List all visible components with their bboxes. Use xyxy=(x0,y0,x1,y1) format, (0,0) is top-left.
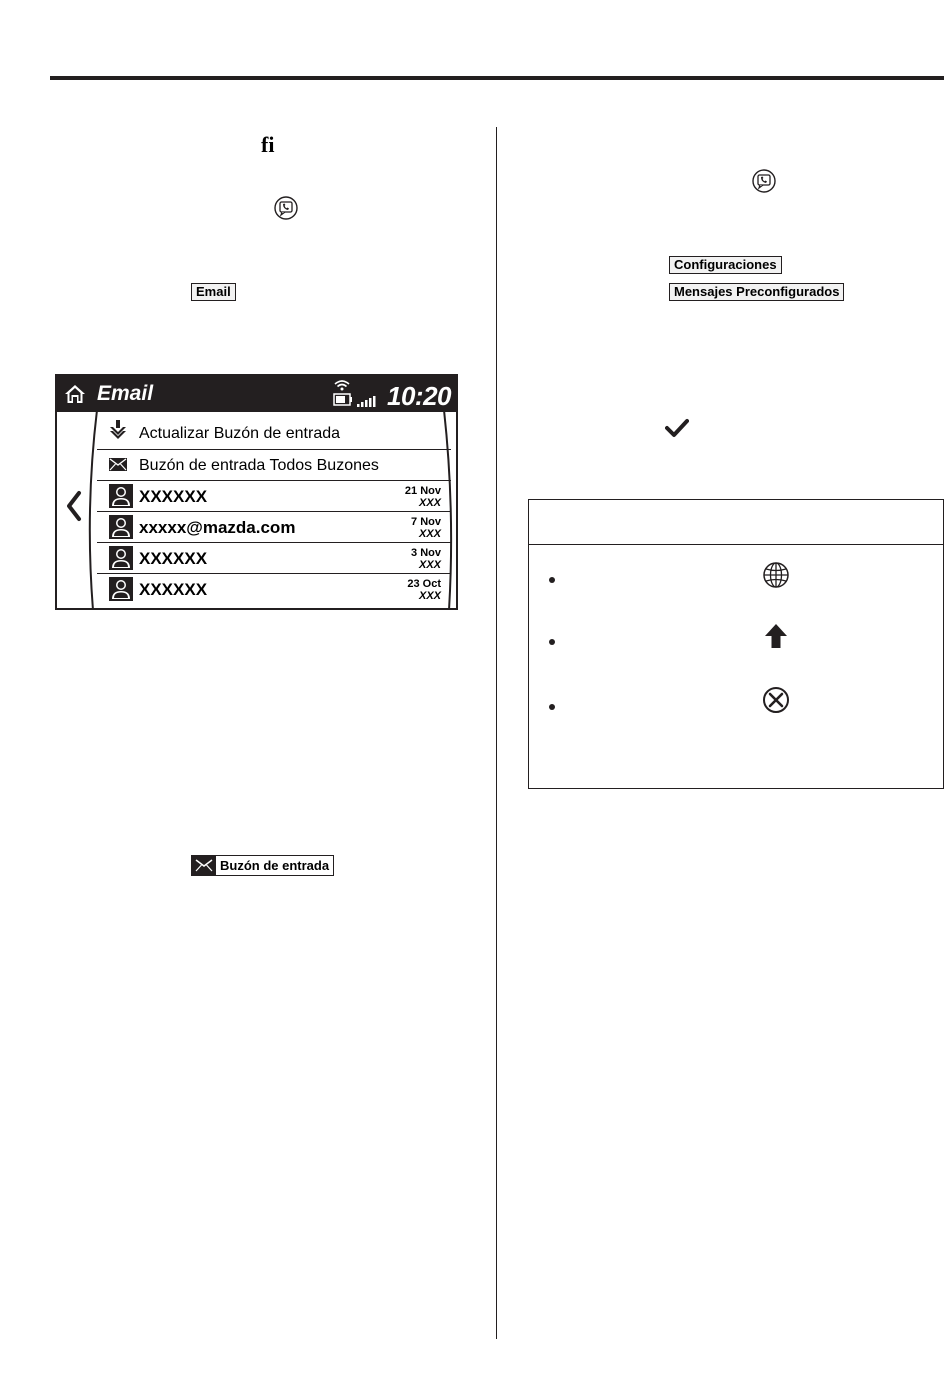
preset-messages-button-label: Mensajes Preconfigurados xyxy=(669,283,844,301)
contact-icon xyxy=(109,484,133,508)
wifi-icon xyxy=(333,379,351,391)
bullet xyxy=(549,704,555,710)
circle-x-icon xyxy=(762,686,790,714)
checkmark-icon xyxy=(665,418,689,438)
envelope-icon xyxy=(109,458,127,471)
list-item-sender: xxxxx@mazda.com xyxy=(139,518,296,537)
inbox-label: Buzón de entrada xyxy=(220,858,330,873)
phone-icon xyxy=(274,196,298,220)
screen-title: Email xyxy=(97,382,154,405)
date-text: 3 Nov xyxy=(411,547,441,559)
list-item-sender: XXXXXX xyxy=(139,487,208,506)
back-chevron-icon[interactable] xyxy=(65,490,83,522)
download-arrow-icon xyxy=(109,420,127,440)
bullet xyxy=(549,577,555,583)
inbox-button-label xyxy=(191,855,334,876)
date-sub: XXX xyxy=(418,559,441,571)
list-item-date xyxy=(407,578,441,602)
contact-icon xyxy=(109,515,133,539)
date-text: 23 Oct xyxy=(407,578,441,590)
bullet xyxy=(549,639,555,645)
fi-ligature: fi xyxy=(261,132,275,157)
note-box xyxy=(528,499,944,789)
top-rule xyxy=(50,76,944,80)
globe-icon xyxy=(762,561,790,589)
list-item-message[interactable] xyxy=(97,512,451,543)
list-item-message[interactable] xyxy=(97,543,451,574)
clock: 10:20 xyxy=(387,381,451,411)
contact-icon xyxy=(109,577,133,601)
settings-button-label: Configuraciones xyxy=(669,256,782,274)
date-sub: XXX xyxy=(418,497,441,509)
date-text: 21 Nov xyxy=(404,485,441,497)
list-item-date xyxy=(411,516,441,540)
list-item-sender: XXXXXX xyxy=(139,549,208,568)
note-box-header-divider xyxy=(529,544,943,545)
list-item-date xyxy=(405,485,441,509)
list-item-all-inboxes[interactable] xyxy=(97,450,451,481)
list-item-label: Actualizar Buzón de entrada xyxy=(139,425,341,442)
list-item-label: Buzón de entrada Todos Buzones xyxy=(139,457,379,474)
up-arrow-icon xyxy=(762,622,790,650)
list-item-message[interactable] xyxy=(97,574,451,604)
list-item-refresh-inbox[interactable] xyxy=(97,413,451,450)
date-sub: XXX xyxy=(418,590,441,602)
envelope-icon xyxy=(192,856,216,875)
signal-strength-icon xyxy=(357,395,379,407)
date-sub: XXX xyxy=(418,528,441,540)
home-icon[interactable] xyxy=(63,383,87,405)
list-item-message[interactable] xyxy=(97,481,451,512)
contact-icon xyxy=(109,546,133,570)
battery-icon xyxy=(333,393,353,406)
phone-icon xyxy=(752,169,776,193)
email-screen xyxy=(55,374,458,610)
screen-header xyxy=(57,376,456,412)
list-item-sender: XXXXXX xyxy=(139,580,208,599)
date-text: 7 Nov xyxy=(411,516,441,528)
list-item-date xyxy=(411,547,441,571)
email-button-label: Email xyxy=(191,283,236,301)
column-divider xyxy=(496,127,497,1339)
